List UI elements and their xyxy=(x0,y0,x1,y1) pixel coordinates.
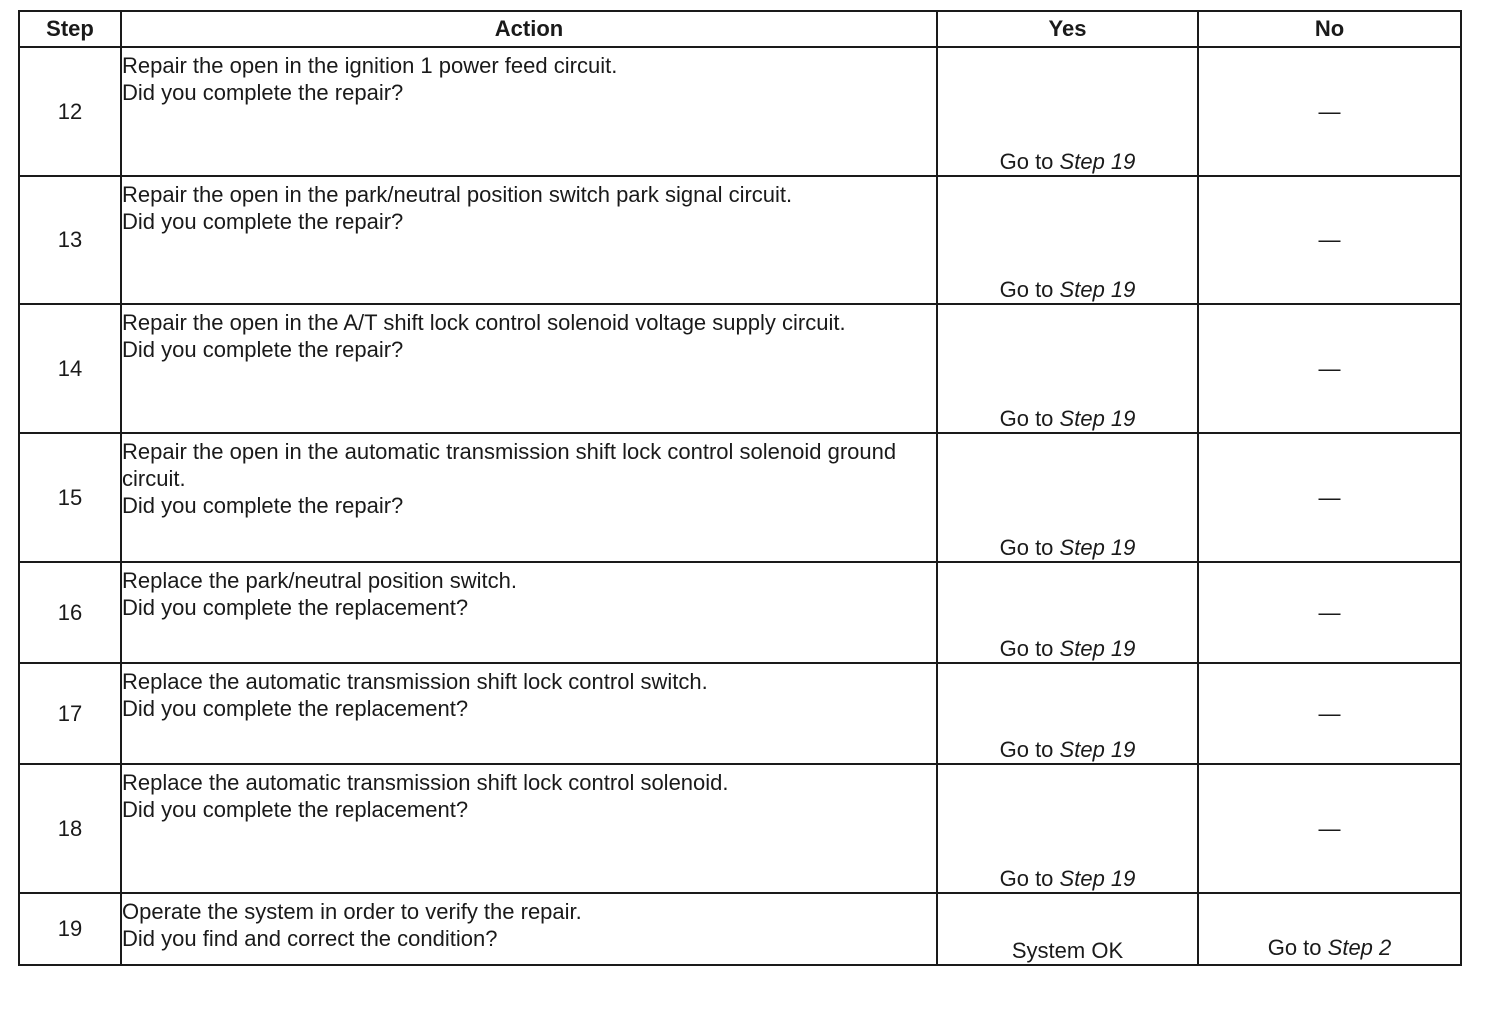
yes-goto-prefix: Go to xyxy=(999,737,1054,762)
action-cell xyxy=(121,433,937,562)
action-cell xyxy=(121,47,937,176)
step-number: 13 xyxy=(19,176,121,304)
step-number: 16 xyxy=(19,562,121,663)
no-goto-prefix: Go to xyxy=(1267,935,1322,960)
action-question: Did you complete the repair? xyxy=(122,209,404,234)
action-question: Did you complete the repair? xyxy=(122,493,404,518)
step-number: 14 xyxy=(19,304,121,433)
action-instruction: Repair the open in the A/T shift lock control solenoid voltage supply circuit. xyxy=(122,310,846,335)
yes-goto-step: Step 19 xyxy=(1059,149,1136,174)
step-number: 19 xyxy=(19,893,121,965)
yes-goto-prefix: Go to xyxy=(999,535,1054,560)
yes-goto-step: Step 19 xyxy=(1059,277,1136,302)
action-instruction: Replace the automatic transmission shift lock control solenoid. xyxy=(122,770,729,795)
action-question: Did you complete the replacement? xyxy=(122,595,469,620)
action-cell xyxy=(121,663,937,764)
action-cell xyxy=(121,893,937,965)
action-question: Did you find and correct the condition? xyxy=(122,926,498,951)
header-action: Action xyxy=(121,11,937,47)
action-cell xyxy=(121,176,937,304)
header-yes: Yes xyxy=(937,11,1198,47)
action-question: Did you complete the repair? xyxy=(122,80,404,105)
step-number: 15 xyxy=(19,433,121,562)
table-row xyxy=(19,562,1461,663)
table-row xyxy=(19,433,1461,562)
yes-goto-prefix: Go to xyxy=(999,277,1054,302)
yes-cell xyxy=(937,304,1198,433)
yes-goto-prefix: Go to xyxy=(999,636,1054,661)
no-cell xyxy=(1198,764,1461,893)
action-cell xyxy=(121,304,937,433)
action-instruction: Operate the system in order to verify the repair. xyxy=(122,899,582,924)
table-row xyxy=(19,304,1461,433)
no-cell xyxy=(1198,663,1461,764)
action-instruction: Replace the park/neutral position switch. xyxy=(122,568,517,593)
no-dash: — xyxy=(1318,355,1341,381)
no-dash: — xyxy=(1318,98,1341,124)
no-cell xyxy=(1198,433,1461,562)
yes-goto-step: Step 19 xyxy=(1059,737,1136,762)
action-cell xyxy=(121,562,937,663)
header-row xyxy=(19,11,1461,47)
no-dash: — xyxy=(1318,700,1341,726)
no-cell xyxy=(1198,893,1461,965)
action-instruction: Repair the open in the automatic transmission shift lock control solenoid ground circuit. xyxy=(122,439,897,491)
yes-cell xyxy=(937,663,1198,764)
step-number: 12 xyxy=(19,47,121,176)
table-row xyxy=(19,764,1461,893)
action-question: Did you complete the repair? xyxy=(122,337,404,362)
step-number: 17 xyxy=(19,663,121,764)
yes-cell xyxy=(937,433,1198,562)
no-dash: — xyxy=(1318,599,1341,625)
no-cell xyxy=(1198,304,1461,433)
table-row xyxy=(19,176,1461,304)
yes-cell xyxy=(937,764,1198,893)
header-step: Step xyxy=(19,11,121,47)
yes-cell xyxy=(937,47,1198,176)
yes-cell xyxy=(937,893,1198,965)
table-row xyxy=(19,893,1461,965)
yes-goto-prefix: Go to xyxy=(999,866,1054,891)
action-instruction: Repair the open in the ignition 1 power feed circuit. xyxy=(122,53,618,78)
yes-cell xyxy=(937,176,1198,304)
action-cell xyxy=(121,764,937,893)
yes-goto-step: Step 19 xyxy=(1059,406,1136,431)
table-row xyxy=(19,47,1461,176)
no-cell xyxy=(1198,562,1461,663)
no-dash: — xyxy=(1318,815,1341,841)
yes-goto-step: Step 19 xyxy=(1059,535,1136,560)
table-row xyxy=(19,663,1461,764)
yes-goto-prefix: Go to xyxy=(999,406,1054,431)
no-cell xyxy=(1198,47,1461,176)
action-instruction: Replace the automatic transmission shift lock control switch. xyxy=(122,669,708,694)
no-cell xyxy=(1198,176,1461,304)
yes-goto-step: Step 19 xyxy=(1059,866,1136,891)
yes-result: System OK xyxy=(1011,938,1124,963)
yes-goto-step: Step 19 xyxy=(1059,636,1136,661)
no-dash: — xyxy=(1318,227,1341,252)
no-dash: — xyxy=(1318,484,1341,510)
action-instruction: Repair the open in the park/neutral position switch park signal circuit. xyxy=(122,182,793,207)
no-goto-step: Step 2 xyxy=(1327,935,1392,960)
header-no: No xyxy=(1198,11,1461,47)
action-question: Did you complete the replacement? xyxy=(122,696,469,721)
diagnostic-table xyxy=(18,10,1462,966)
yes-cell xyxy=(937,562,1198,663)
step-number: 18 xyxy=(19,764,121,893)
yes-goto-prefix: Go to xyxy=(999,149,1054,174)
action-question: Did you complete the replacement? xyxy=(122,797,469,822)
